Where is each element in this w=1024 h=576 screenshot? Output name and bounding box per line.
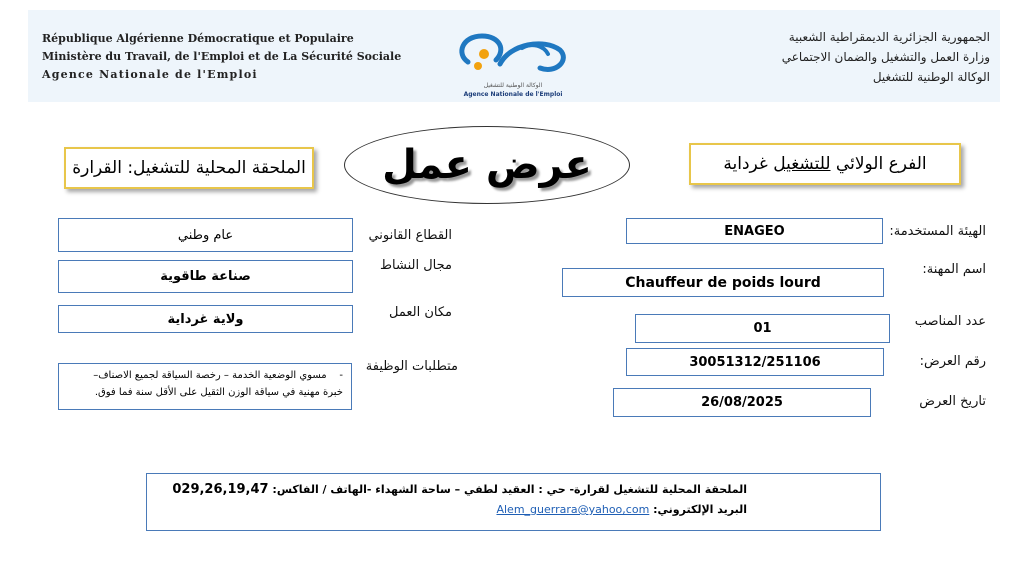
contact-footer bbox=[146, 473, 881, 531]
positions-field: 01 bbox=[635, 314, 890, 343]
workplace-field: ولاية غرداية bbox=[58, 305, 353, 333]
header-ar-line3: الوكالة الوطنية للتشغيل bbox=[872, 70, 990, 84]
footer-email-line: البريد الإلكتروني: Alem_guerrara@yahoo,com bbox=[496, 503, 747, 516]
activity-label: مجال النشاط bbox=[380, 258, 452, 273]
activity-field: صناعة طاقوية bbox=[58, 260, 353, 293]
footer-address: الملحقة المحلية للتشغيل لقرارة- حي : العقيد لطفي – ساحة الشهداء -الهاتف / الفاكس: 029,26,19,47 bbox=[172, 482, 747, 497]
job-offer-title-ellipse bbox=[344, 126, 630, 204]
anem-logo bbox=[448, 24, 578, 102]
requirements-label: متطلبات الوظيفة bbox=[365, 359, 458, 374]
offer-number-label: رقم العرض: bbox=[919, 354, 986, 369]
regional-branch-box bbox=[689, 143, 961, 185]
footer-email-link[interactable]: Alem_guerrara@yahoo,com bbox=[496, 503, 650, 516]
workplace-label: مكان العمل bbox=[389, 305, 452, 320]
logo-ar-caption: الوكالة الوطنية للتشغيل bbox=[483, 82, 543, 89]
local-agency-box bbox=[64, 147, 314, 189]
offer-date-field: 26/08/2025 bbox=[613, 388, 871, 417]
sector-field: عام وطني bbox=[58, 218, 353, 252]
profession-field: Chauffeur de poids lourd bbox=[562, 268, 884, 297]
header-fr-line1: République Algérienne Démocratique et Populaire bbox=[42, 32, 354, 45]
local-agency-title: الملحقة المحلية للتشغيل: القرارة bbox=[72, 158, 306, 178]
regional-branch-title: الفرع الولائي للتشغيل غرداية bbox=[723, 154, 927, 174]
requirements-line2: خبرة مهنية في سياقة الوزن الثقيل على الأقل سنة فما فوق. bbox=[94, 387, 343, 398]
offer-number-field: 30051312/251106 bbox=[626, 348, 884, 376]
header-ar-line1: الجمهورية الجزائرية الديمقراطية الشعبية bbox=[788, 30, 990, 44]
employer-field: ENAGEO bbox=[626, 218, 883, 244]
logo-fr-caption: Agence Nationale de l'Emploi bbox=[463, 91, 563, 98]
job-offer-title: عرض عمل bbox=[382, 142, 592, 188]
header-fr-line3: Agence Nationale de l'Emploi bbox=[42, 68, 258, 81]
offer-date-label: تاريخ العرض bbox=[919, 394, 986, 409]
requirements-line1: - مسوي الوضعية الخدمة – رخصة السياقة لجميع الاصناف– bbox=[93, 370, 343, 381]
requirements-field bbox=[58, 363, 352, 410]
profession-label: اسم المهنة: bbox=[922, 262, 986, 277]
header-ar-line2: وزارة العمل والتشغيل والضمان الاجتماعي bbox=[781, 50, 990, 64]
employer-label: الهيئة المستخدمة: bbox=[889, 224, 986, 239]
sector-label: القطاع القانوني bbox=[368, 228, 452, 243]
footer-phone: 029,26,19,47 bbox=[172, 482, 269, 497]
positions-label: عدد المناصب bbox=[914, 314, 986, 329]
header-fr-line2: Ministère du Travail, de l'Emploi et de La Sécurité Sociale bbox=[42, 50, 402, 63]
anem-logo-icon bbox=[448, 24, 578, 82]
